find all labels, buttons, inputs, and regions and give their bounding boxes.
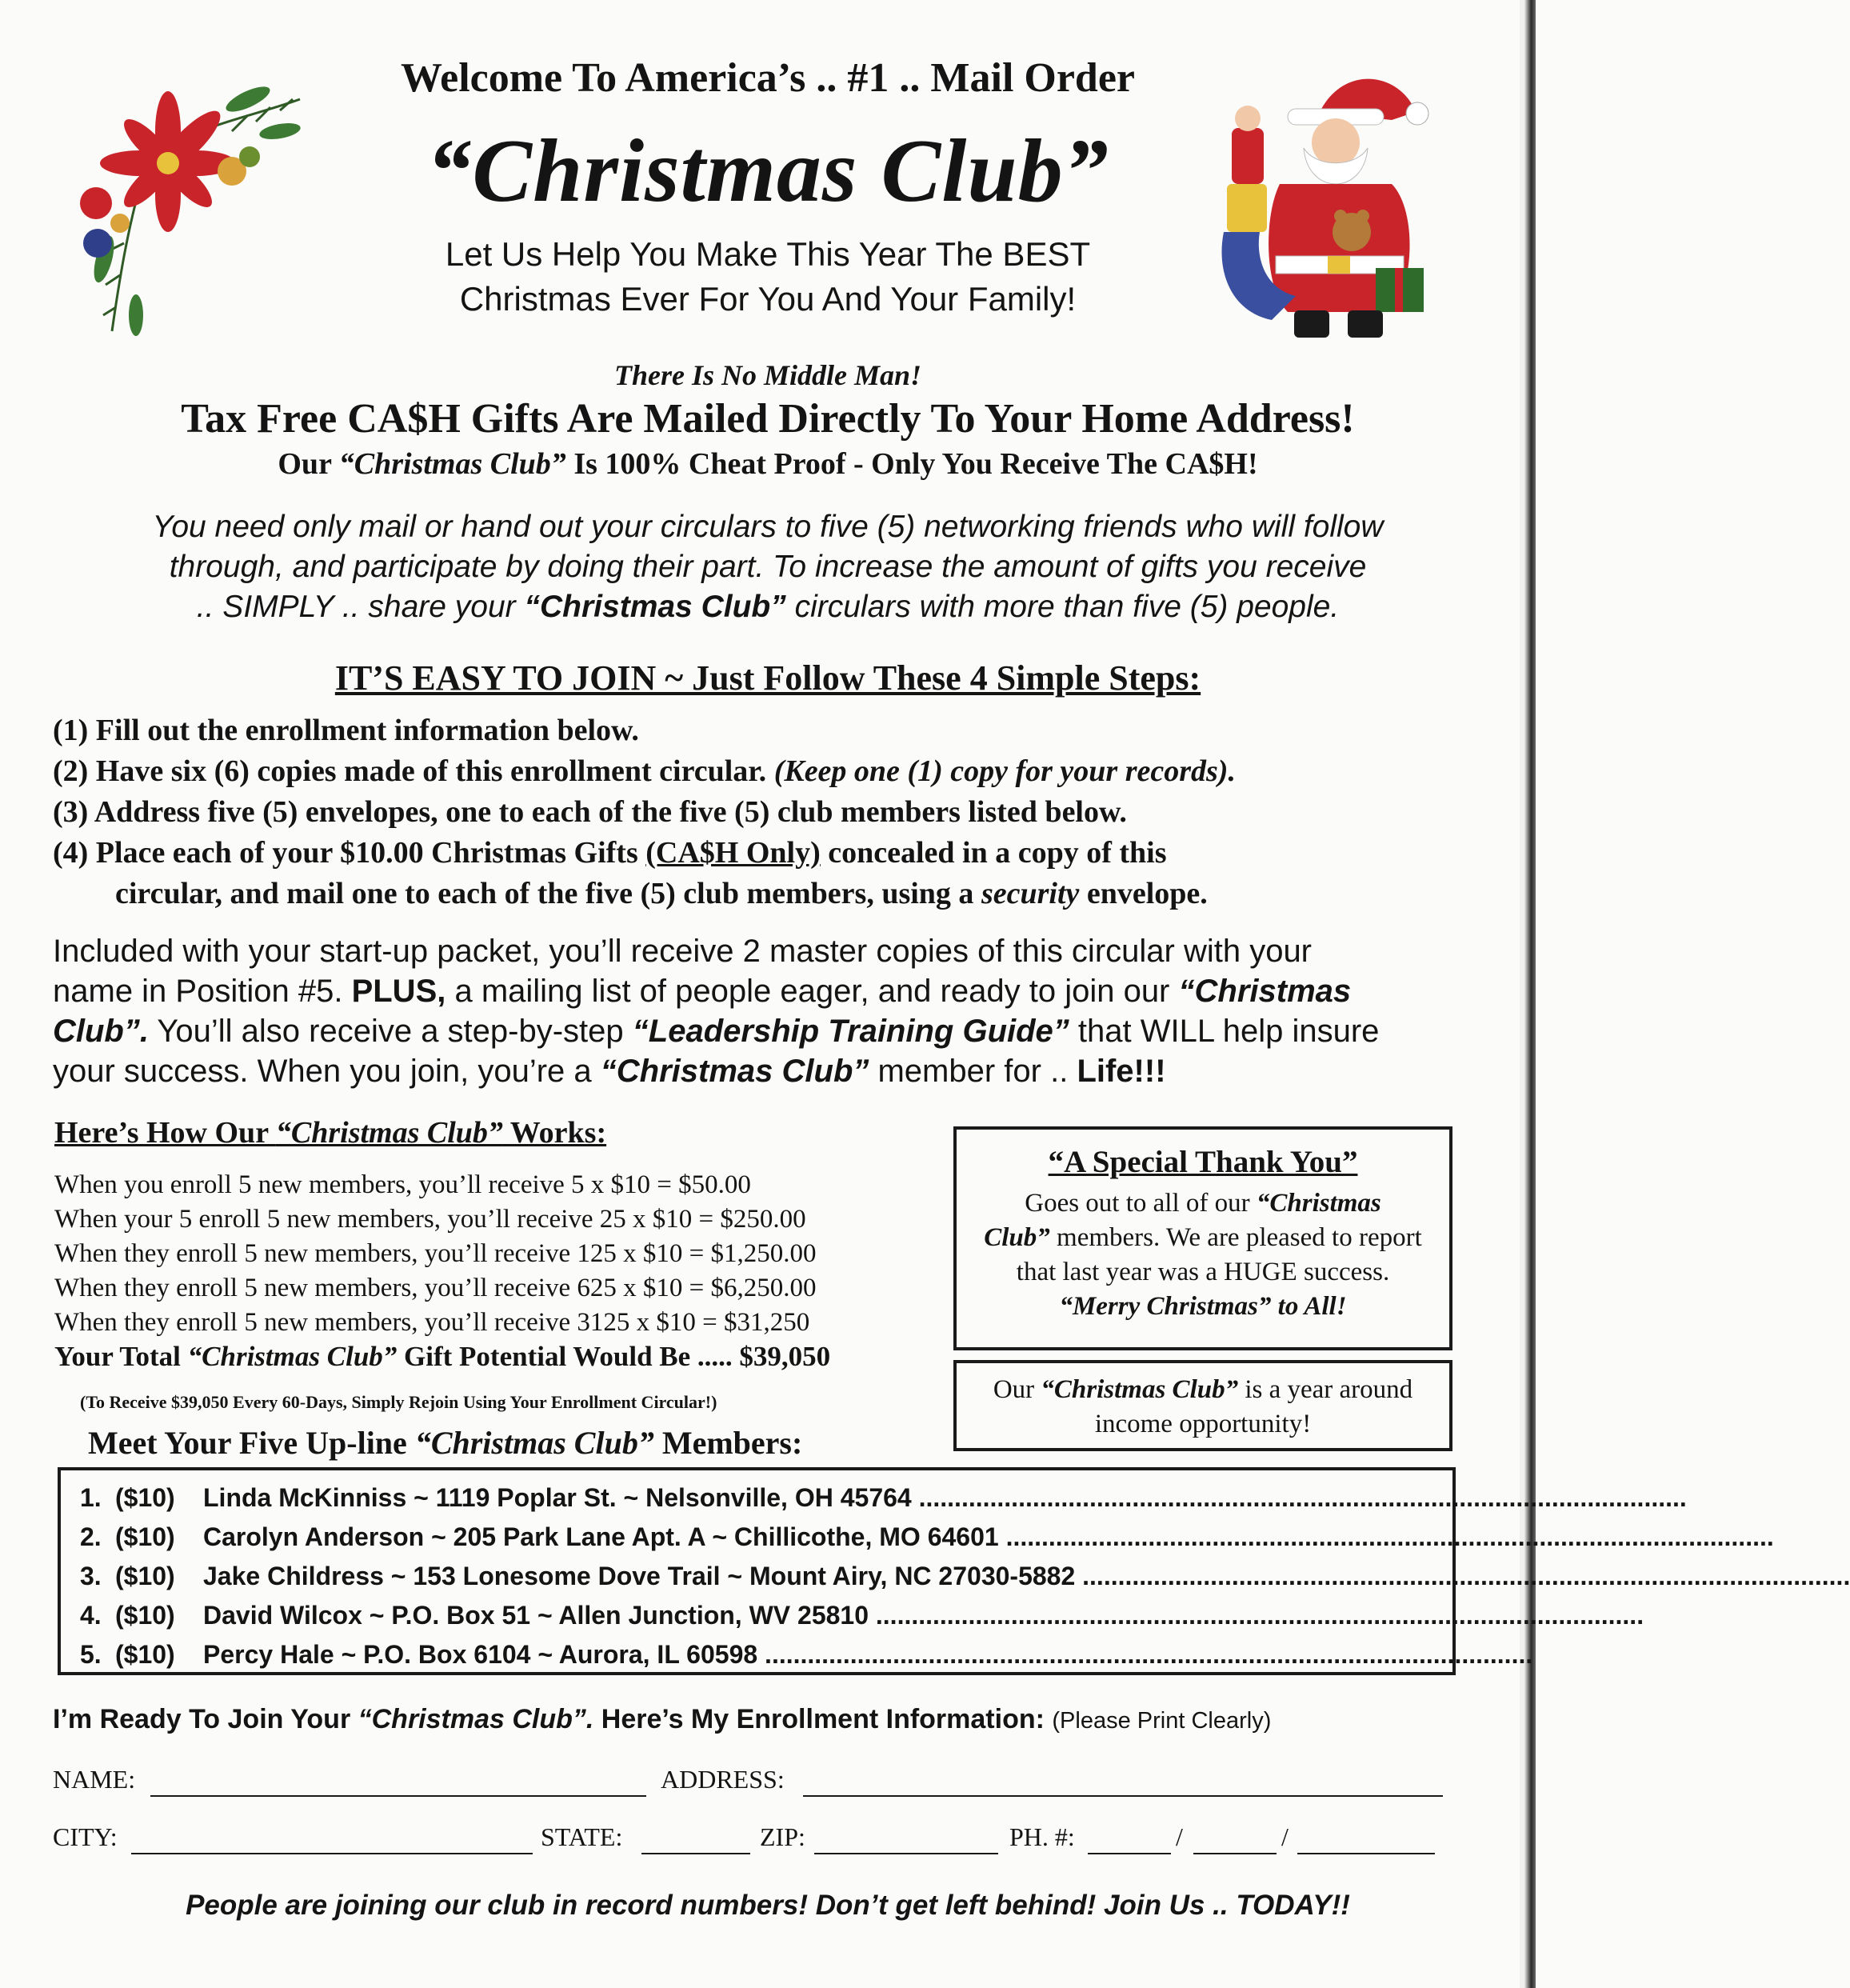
zip-label: ZIP:	[760, 1822, 805, 1851]
footer-callout: People are joining our club in record numbers! Don’t get left behind! Join Us .. TODAY!!	[186, 1890, 1350, 1921]
thank-you-body-a: Goes out to all of our	[1025, 1189, 1257, 1218]
members-list	[58, 1467, 1850, 1675]
print-clearly-note: (Please Print Clearly)	[1052, 1708, 1272, 1734]
thank-you-club-2: Club”	[984, 1223, 1050, 1252]
year-around-club: “Christmas Club”	[1041, 1375, 1239, 1404]
member-amount: ($10)	[115, 1601, 175, 1630]
list-item	[80, 1557, 1850, 1596]
thank-you-club-1: “Christmas	[1256, 1189, 1381, 1218]
name-field[interactable]	[150, 1795, 646, 1797]
packet-club-2: Club”.	[53, 1014, 149, 1049]
rejoin-note: (To Receive $39,050 Every 60-Days, Simply Rejoin Using Your Enrollment Circular!)	[80, 1392, 717, 1412]
cheat-proof-suffix: Is 100% Cheat Proof - Only You Receive The CA$H!	[565, 447, 1258, 481]
phone-separator: /	[1176, 1822, 1183, 1851]
packet-paragraph	[53, 931, 1452, 1091]
cheat-proof-line	[0, 446, 1536, 482]
list-item	[80, 1518, 1774, 1557]
enrollment-heading	[53, 1704, 1271, 1735]
member-entry: Jake Childress ~ 153 Lonesome Dove Trail ~ Mount Airy, NC 27030-5882	[203, 1562, 1076, 1590]
thank-you-merry: “Merry Christmas” to All!	[1059, 1292, 1347, 1321]
step-2-text: (2) Have six (6) copies made of this enrollment circular.	[53, 754, 774, 788]
packet-line-3-a: You’ll also receive a step-by-step	[148, 1014, 633, 1049]
member-amount: ($10)	[115, 1562, 175, 1590]
thank-you-box	[953, 1126, 1452, 1350]
phone-label: PH. #:	[1009, 1822, 1075, 1851]
list-item	[80, 1635, 1533, 1674]
packet-club-1: “Christmas	[1178, 974, 1352, 1009]
step-4-cash: (CA$H Only)	[645, 836, 821, 870]
packet-line-3	[53, 1011, 1452, 1051]
intro-line-1: You need only mail or hand out your circulars to five (5) networking friends who will follow	[152, 510, 1384, 544]
intro-line-3	[80, 587, 1456, 627]
member-amount: ($10)	[115, 1522, 175, 1551]
works-total-club: “Christmas Club”	[187, 1341, 398, 1372]
member-number: 4.	[80, 1601, 102, 1630]
address-field[interactable]	[803, 1795, 1443, 1797]
members-heading-a: Meet Your Five Up-line	[88, 1425, 415, 1461]
step-4-text-b: concealed in a copy of this	[820, 836, 1167, 870]
cheat-proof-club: “Christmas Club”	[338, 447, 566, 481]
enrollment-heading-a: I’m Ready To Join Your	[53, 1704, 358, 1734]
step-2	[53, 751, 1476, 792]
packet-line-2	[53, 971, 1452, 1011]
works-heading-club: “Christmas Club”	[275, 1116, 503, 1150]
works-heading	[54, 1115, 606, 1150]
phone-prefix-field[interactable]	[1193, 1853, 1277, 1854]
member-entry: Linda McKinniss ~ 1119 Poplar St. ~ Nelsonville, OH 45764	[203, 1483, 912, 1512]
intro-line-3-a: .. SIMPLY .. share your	[196, 590, 525, 624]
step-4-text-c: circular, and mail one to each of the five (5) club members, using a	[115, 877, 981, 910]
works-total	[54, 1341, 830, 1373]
packet-plus: PLUS,	[351, 974, 446, 1009]
intro-line-2: through, and participate by doing their part. To increase the amount of gifts you receive	[169, 550, 1367, 584]
members-heading	[88, 1424, 802, 1462]
step-3: (3) Address five (5) envelopes, one to each of the five (5) club members listed below.	[53, 795, 1127, 829]
intro-line-3-b: circulars with more than five (5) people.	[785, 590, 1340, 624]
list-item	[80, 1478, 1687, 1518]
tax-free-heading: Tax Free CA$H Gifts Are Mailed Directly To Your Home Address!	[181, 396, 1355, 442]
members-heading-club: “Christmas Club”	[414, 1425, 654, 1461]
packet-line-4-b: member for ..	[869, 1054, 1077, 1089]
step-1: (1) Fill out the enrollment information below.	[53, 714, 639, 747]
cheat-proof-prefix: Our	[278, 447, 339, 481]
enrollment-heading-b: Here’s My Enrollment Information:	[593, 1704, 1053, 1734]
step-2-note: (Keep one (1) copy for your records).	[773, 754, 1236, 788]
member-number: 1.	[80, 1483, 102, 1512]
welcome-heading: Welcome To America’s .. #1 .. Mail Order	[401, 55, 1135, 101]
subtitle	[0, 232, 1536, 322]
year-around-box	[953, 1360, 1452, 1451]
member-number: 5.	[80, 1640, 102, 1669]
member-amount: ($10)	[115, 1640, 175, 1669]
thank-you-body	[976, 1186, 1430, 1324]
packet-line-4-a: your success. When you join, you’re a	[53, 1054, 601, 1089]
member-amount: ($10)	[115, 1483, 175, 1512]
member-number: 2.	[80, 1522, 102, 1551]
thank-you-title-text: “A Special Thank You”	[1048, 1145, 1358, 1179]
address-label: ADDRESS:	[661, 1765, 785, 1794]
subtitle-line-1: Let Us Help You Make This Year The BEST	[445, 235, 1091, 273]
enrollment-heading-club: “Christmas Club”.	[358, 1704, 594, 1734]
phone-separator: /	[1281, 1822, 1289, 1851]
steps-heading: IT’S EASY TO JOIN ~ Just Follow These 4 Simple Steps:	[334, 658, 1201, 698]
thank-you-title	[957, 1144, 1449, 1180]
year-around-a: Our	[993, 1375, 1041, 1404]
intro-paragraph	[80, 507, 1456, 627]
dot-leader: ............................................................................................................	[1075, 1562, 1850, 1590]
step-4	[53, 833, 1476, 874]
page-title: “Christmas Club”	[426, 122, 1109, 221]
subtitle-line-2: Christmas Ever For You And Your Family!	[459, 280, 1077, 318]
member-entry: David Wilcox ~ P.O. Box 51 ~ Allen Junction, WV 25810	[203, 1601, 869, 1630]
member-number: 3.	[80, 1562, 102, 1590]
dot-leader: ............................................................................................................	[869, 1601, 1644, 1630]
list-item	[80, 1596, 1644, 1635]
name-label: NAME:	[53, 1765, 136, 1794]
step-4-security: security	[981, 877, 1080, 910]
works-table	[54, 1168, 950, 1340]
packet-life: Life!!!	[1077, 1054, 1166, 1089]
state-field[interactable]	[641, 1853, 750, 1854]
steps-list	[53, 710, 1476, 914]
phone-line-field[interactable]	[1297, 1853, 1435, 1854]
packet-line-1: Included with your start-up packet, you’ll receive 2 master copies of this circular with your	[53, 934, 1313, 969]
packet-line-2-b: a mailing list of people eager, and ready to join our	[446, 974, 1179, 1009]
dot-leader: ............................................................................................................	[911, 1483, 1687, 1512]
thank-you-body-b: members. We are pleased to report that last year was a HUGE success.	[1016, 1223, 1422, 1286]
members-heading-b: Members:	[653, 1425, 803, 1461]
packet-line-2-a: name in Position #5.	[53, 974, 352, 1009]
zip-field[interactable]	[814, 1853, 998, 1854]
works-row: When you enroll 5 new members, you’ll receive 5 x $10 = $50.00	[54, 1170, 751, 1199]
works-row: When they enroll 5 new members, you’ll receive 3125 x $10 = $31,250	[54, 1308, 810, 1337]
works-heading-b: Works:	[502, 1116, 607, 1150]
member-entry: Percy Hale ~ P.O. Box 6104 ~ Aurora, IL 60598	[203, 1640, 758, 1669]
step-4-text-d: envelope.	[1079, 877, 1208, 910]
city-label: CITY:	[53, 1822, 118, 1851]
dot-leader: ............................................................................................................	[757, 1640, 1533, 1669]
works-row: When your 5 enroll 5 new members, you’ll receive 25 x $10 = $250.00	[54, 1205, 806, 1234]
works-total-b: Gift Potential Would Be ..... $39,050	[397, 1341, 831, 1372]
packet-line-4	[53, 1051, 1452, 1091]
state-label: STATE:	[541, 1822, 623, 1851]
year-around-b: is a year around income opportunity!	[1094, 1375, 1413, 1438]
works-total-a: Your Total	[54, 1341, 188, 1372]
works-row: When they enroll 5 new members, you’ll receive 125 x $10 = $1,250.00	[54, 1239, 817, 1268]
packet-line-3-b: that WILL help insure	[1069, 1014, 1380, 1049]
phone-area-field[interactable]	[1088, 1853, 1171, 1854]
no-middle-man: There Is No Middle Man!	[613, 359, 922, 391]
works-heading-a: Here’s How Our	[54, 1116, 276, 1150]
dot-leader: ............................................................................................................	[998, 1522, 1774, 1551]
packet-guide: “Leadership Training Guide”	[632, 1014, 1069, 1049]
step-4-text: (4) Place each of your $10.00 Christmas Gifts	[53, 836, 646, 870]
member-entry: Carolyn Anderson ~ 205 Park Lane Apt. A ~ Chillicothe, MO 64601	[203, 1522, 999, 1551]
step-4-continued	[53, 874, 1476, 914]
intro-line-3-club: “Christmas Club”	[524, 590, 786, 624]
works-row: When they enroll 5 new members, you’ll receive 625 x $10 = $6,250.00	[54, 1274, 817, 1302]
city-field[interactable]	[131, 1853, 533, 1854]
packet-club-3: “Christmas Club”	[600, 1054, 869, 1089]
